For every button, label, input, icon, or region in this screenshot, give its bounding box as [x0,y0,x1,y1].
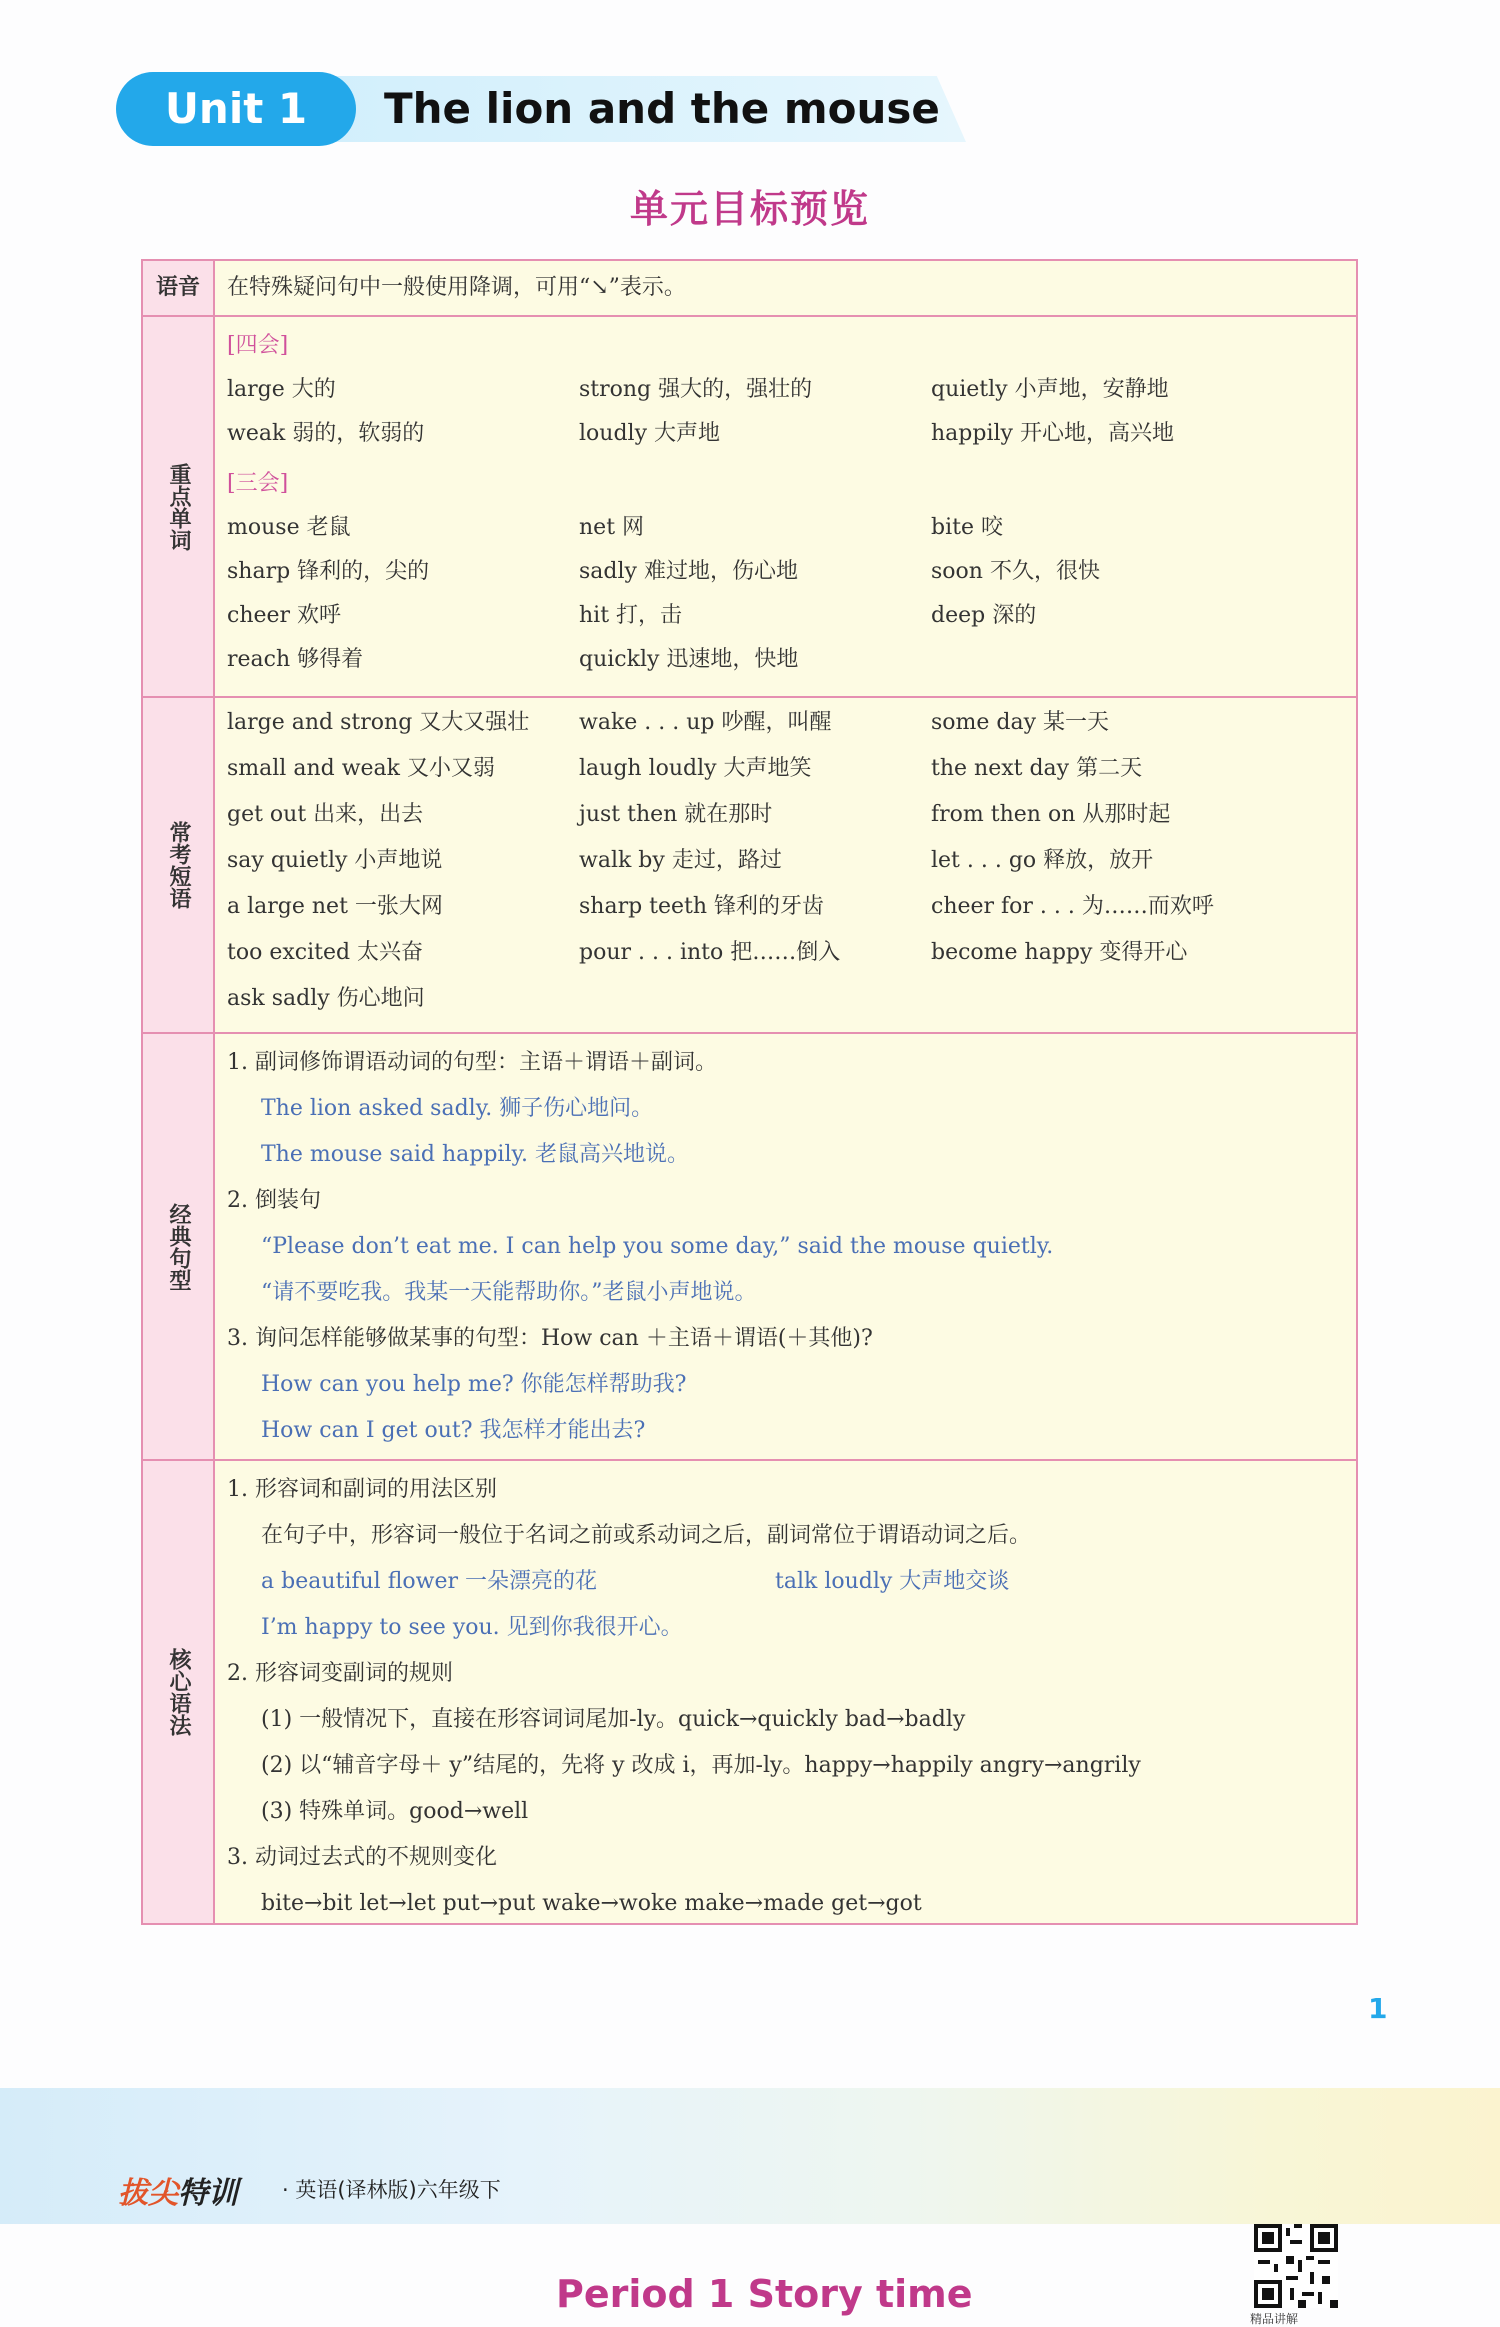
table-cell: weak 弱的，软弱的 [227,421,425,446]
qr-code-icon[interactable] [1254,2224,1338,2308]
table-cell: large 大的 [227,377,336,402]
table-cell: wake . . . up 吵醒，叫醒 [579,710,832,735]
example-sentence: “Please don’t eat me. I can help you some day,” said the mouse quietly. [261,1234,1054,1259]
table-cell: walk by 走过，路过 [579,848,782,873]
row-grammar [143,1461,1356,1923]
table-cell: net 网 [579,515,645,540]
example-sentence: The mouse said happily. 老鼠高兴地说。 [261,1142,689,1167]
row-pronunciation [143,261,1356,317]
qr-label: 精品讲解 [1250,2312,1299,2326]
next-period-title: Period 1 Story time [556,2272,973,2316]
table-cell: quickly 迅速地，快地 [579,647,799,672]
grammar-example: a beautiful flower 一朵漂亮的花 [261,1569,597,1594]
goals-table [141,259,1358,1925]
grammar-example: I’m happy to see you. 见到你我很开心。 [261,1615,683,1640]
table-cell: mouse 老鼠 [227,515,351,540]
table-cell: ask sadly 伤心地问 [227,986,425,1011]
table-cell: hit 打，击 [579,603,683,628]
row-phrases [143,698,1356,1034]
table-cell: a large net 一张大网 [227,894,443,919]
table-cell: soon 不久，很快 [931,559,1100,584]
page-number: 1 [1368,1992,1388,2025]
grammar-line: 2. 形容词变副词的规则 [227,1661,453,1686]
sentence-pattern: 3. 询问怎样能够做某事的句型：How can ＋主语＋谓语(＋其他)? [227,1326,873,1351]
table-cell: get out 出来，出去 [227,802,424,827]
table-cell: sadly 难过地，伤心地 [579,559,798,584]
example-sentence: How can you help me? 你能怎样帮助我? [261,1372,687,1397]
table-cell: cheer for . . . 为……而欢呼 [931,894,1214,919]
grammar-line: (1) 一般情况下，直接在形容词词尾加-ly。quick→quickly bad→badly [261,1707,966,1732]
table-cell: some day 某一天 [931,710,1110,735]
section-title: 单元目标预览 [629,187,870,231]
sentence-pattern: 2. 倒装句 [227,1188,321,1213]
table-cell: reach 够得着 [227,647,364,672]
example-sentence: How can I get out? 我怎样才能出去? [261,1418,646,1443]
table-cell: pour . . . into 把……倒入 [579,940,841,965]
table-cell: deep 深的 [931,603,1037,628]
grammar-line: 1. 形容词和副词的用法区别 [227,1477,497,1502]
table-cell: laugh loudly 大声地笑 [579,756,812,781]
example-sentence: The lion asked sadly. 狮子伤心地问。 [261,1096,654,1121]
table-cell: let . . . go 释放，放开 [931,848,1154,873]
row-label: 语音 [143,261,215,315]
grammar-line: 在句子中，形容词一般位于名词之前或系动词之后，副词常位于谓语动词之后。 [261,1523,1032,1548]
example-sentence: “请不要吃我。我某一天能帮助你。”老鼠小声地说。 [261,1280,757,1305]
table-cell: loudly 大声地 [579,421,720,446]
table-cell: just then 就在那时 [579,802,773,827]
table-cell: happily 开心地，高兴地 [931,421,1174,446]
table-cell: from then on 从那时起 [931,802,1171,827]
table-cell: the next day 第二天 [931,756,1143,781]
brand-logo: 拔尖特训 [118,2176,238,2211]
row-words [143,317,1356,698]
tag-three-skills: [三会] [227,471,289,496]
sentence-pattern: 1. 副词修饰谓语动词的句型：主语＋谓语＋副词。 [227,1050,717,1075]
grammar-line: (2) 以“辅音字母＋ y”结尾的，先将 y 改成 i，再加-ly。happy→happily angry→angrily [261,1753,1141,1778]
table-cell: cheer 欢呼 [227,603,342,628]
table-cell: say quietly 小声地说 [227,848,443,873]
row-label: 核心语法 [143,1461,215,1923]
grammar-line: (3) 特殊单词。good→well [261,1799,529,1824]
tag-four-skills: [四会] [227,333,289,358]
grammar-line: 3. 动词过去式的不规则变化 [227,1845,497,1870]
row-label: 常考短语 [143,698,215,1032]
table-cell: large and strong 又大又强壮 [227,710,530,735]
pronunciation-text: 在特殊疑问句中一般使用降调，可用“↘”表示。 [227,275,686,300]
grammar-line: bite→bit let→let put→put wake→woke make→made get→got [261,1891,922,1916]
table-cell: too excited 太兴奋 [227,940,424,965]
grammar-example: talk loudly 大声地交谈 [775,1569,1010,1594]
row-label: 重点单词 [143,317,215,696]
table-cell: sharp 锋利的，尖的 [227,559,430,584]
table-cell: strong 强大的，强壮的 [579,377,813,402]
book-title: · 英语(译林版)六年级下 [282,2178,501,2202]
table-cell: bite 咬 [931,515,1003,540]
table-cell: sharp teeth 锋利的牙齿 [579,894,825,919]
unit-badge: Unit 1 [116,72,356,146]
row-sentences [143,1034,1356,1461]
unit-title: The lion and the mouse [384,84,940,133]
unit-banner [116,72,986,146]
table-cell: small and weak 又小又弱 [227,756,495,781]
table-cell: quietly 小声地，安静地 [931,377,1169,402]
row-label: 经典句型 [143,1034,215,1459]
table-cell: become happy 变得开心 [931,940,1188,965]
